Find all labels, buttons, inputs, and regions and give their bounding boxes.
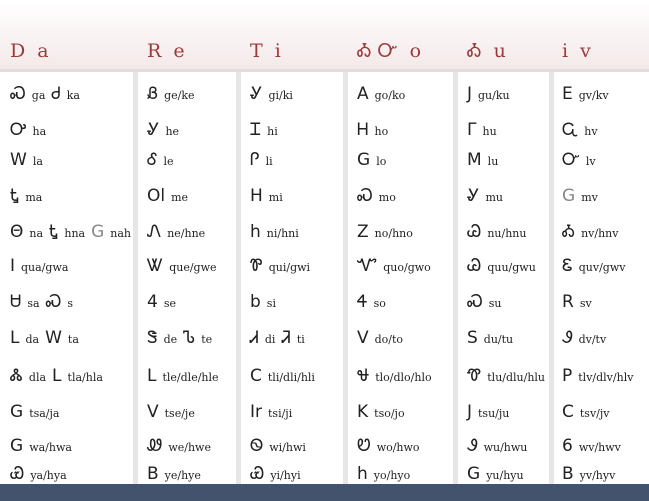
syllable-cell <box>147 366 219 386</box>
syllable-transliteration: ma <box>25 191 43 204</box>
syllable-cell <box>147 436 211 456</box>
syllable-transliteration: wi/hwi <box>269 441 306 454</box>
syllable-transliteration: ho <box>374 125 389 138</box>
syllable-transliteration: tsv/jv <box>579 407 610 420</box>
syllable-transliteration: dv/tv <box>578 333 607 346</box>
syllable-transliteration: hna <box>64 227 86 240</box>
syllable-cell <box>10 464 67 484</box>
syllable-glyph: H <box>250 186 263 206</box>
syllable-cell <box>357 256 431 276</box>
syllable-glyph: V <box>147 402 159 422</box>
syllable-glyph: Ꭳ <box>562 222 576 242</box>
syllable-transliteration: quu/gwu <box>487 261 536 274</box>
syllable-cell <box>10 402 60 422</box>
syllable-glyph: Ꮤ <box>147 256 164 276</box>
syllable-cell <box>250 328 305 348</box>
syllable-cell <box>562 366 633 386</box>
syllable-transliteration: si <box>266 297 276 310</box>
syllable-transliteration: te <box>201 333 213 346</box>
syllable-transliteration: gu/ku <box>478 89 510 102</box>
syllable-transliteration: wa/hwa <box>29 441 72 454</box>
syllable-glyph: Ꮰ <box>357 366 370 386</box>
syllable-glyph: Ꮝ <box>45 292 62 312</box>
syllable-cell <box>357 186 396 206</box>
syllable-transliteration: que/gwe <box>169 261 217 274</box>
syllable-cell <box>10 328 79 348</box>
syllable-transliteration: da <box>25 333 40 346</box>
syllable-glyph: Ꮍ <box>250 84 263 104</box>
syllable-cell <box>357 436 420 456</box>
syllable-transliteration: ne/hne <box>167 227 206 240</box>
syllable-glyph: K <box>357 402 369 422</box>
header-band <box>0 0 649 72</box>
syllable-transliteration: lv <box>585 155 596 168</box>
syllable-transliteration: tsa/ja <box>29 407 60 420</box>
syllable-glyph: Ꮺ <box>147 436 163 456</box>
syllable-glyph: Ꮑ <box>147 222 162 242</box>
syllable-transliteration: he <box>165 125 180 138</box>
syllable-cell <box>250 84 293 104</box>
syllable-transliteration: ga <box>31 89 46 102</box>
syllable-glyph: R <box>562 292 574 312</box>
syllable-cell <box>467 84 510 104</box>
syllable-transliteration: mo <box>378 191 396 204</box>
syllable-transliteration: ge/ke <box>164 89 195 102</box>
column-divider <box>236 72 241 484</box>
syllable-transliteration: ta <box>67 333 79 346</box>
syllable-cell <box>10 256 68 276</box>
syllable-glyph: Ꮱ <box>467 366 482 386</box>
syllable-transliteration: nu/hnu <box>487 227 527 240</box>
syllable-transliteration: du/tu <box>483 333 514 346</box>
syllable-transliteration: go/ko <box>374 89 406 102</box>
syllable-cell <box>467 328 513 348</box>
syllable-glyph: Ꮄ <box>147 150 158 170</box>
syllable-transliteration: gi/ki <box>268 89 293 102</box>
syllable-glyph: Ꮜ <box>10 292 22 312</box>
syllable-transliteration: wu/hwu <box>483 441 528 454</box>
syllable-cell <box>250 402 292 422</box>
syllable-transliteration: lu <box>487 155 499 168</box>
column-header-label: u <box>493 40 512 62</box>
syllable-transliteration: tsu/ju <box>478 407 510 420</box>
syllable-transliteration: se <box>163 297 176 310</box>
syllable-glyph: I <box>10 256 16 276</box>
syllable-transliteration: nv/hnv <box>581 227 619 240</box>
syllable-glyph: L <box>10 328 20 348</box>
syllable-glyph: Ꮋ <box>357 120 369 140</box>
column-header <box>147 40 191 62</box>
syllable-cell <box>357 402 405 422</box>
syllable-glyph: Ꮛ <box>562 256 573 276</box>
syllable-transliteration: wv/hwv <box>578 441 621 454</box>
syllable-cell <box>467 222 526 242</box>
column-header <box>250 40 287 62</box>
column-header <box>10 40 55 62</box>
syllable-glyph: S <box>467 328 478 348</box>
syllable-glyph: C <box>250 366 262 386</box>
syllable-transliteration: la <box>32 155 43 168</box>
syllable-glyph: L <box>52 366 62 386</box>
syllable-cell <box>357 292 386 312</box>
syllable-cell <box>357 328 403 348</box>
syllable-cell <box>10 222 131 242</box>
syllable-cell <box>562 222 618 242</box>
syllable-glyph: Z <box>357 222 369 242</box>
syllable-glyph: Ꮥ <box>147 328 158 348</box>
syllable-glyph: Ꮷ <box>51 84 61 104</box>
syllable-transliteration: gv/kv <box>578 89 609 102</box>
syllable-transliteration: yu/hyu <box>486 469 524 482</box>
syllable-transliteration: lo <box>376 155 387 168</box>
syllable-cell <box>562 436 621 456</box>
syllable-cell <box>250 120 278 140</box>
syllable-transliteration: ye/hye <box>164 469 201 482</box>
syllable-cell <box>10 120 46 140</box>
syllable-transliteration: mv <box>581 191 598 204</box>
syllable-transliteration: nah <box>110 227 132 240</box>
syllable-transliteration: na <box>29 227 44 240</box>
syllable-glyph: Ꮽ <box>467 436 478 456</box>
syllable-cell <box>467 150 498 170</box>
syllable-cell <box>10 436 72 456</box>
syllable-cell <box>147 402 195 422</box>
syllable-glyph: Ꮘ <box>250 256 263 276</box>
syllable-transliteration: tli/dli/hli <box>267 371 315 384</box>
syllable-cell <box>562 328 606 348</box>
column-header-label: v <box>580 40 597 62</box>
syllable-cell <box>562 120 598 140</box>
column-header-label: e <box>173 40 191 62</box>
syllable-transliteration: tlu/dlu/hlu <box>487 371 546 384</box>
syllable-glyph: Ꮅ <box>250 150 260 170</box>
syllable-transliteration: qui/gwi <box>268 261 311 274</box>
syllable-transliteration: de <box>163 333 178 346</box>
syllable-glyph: Ꮝ <box>10 84 26 104</box>
syllable-transliteration: ya/hya <box>30 469 67 482</box>
syllable-cell <box>147 256 217 276</box>
syllable-glyph: P <box>562 366 573 386</box>
syllable-glyph: Ꮖ <box>250 120 262 140</box>
syllable-cell <box>147 150 174 170</box>
column-header-label: a <box>37 40 55 62</box>
column-header-symbol: R <box>147 40 168 62</box>
column-header-label: o <box>409 40 428 62</box>
syllable-glyph: M <box>467 150 482 170</box>
syllable-cell <box>10 292 73 312</box>
syllable-transliteration: so <box>373 297 386 310</box>
syllable-transliteration: ni/hni <box>266 227 299 240</box>
syllable-transliteration: me <box>171 191 189 204</box>
syllable-transliteration: ha <box>32 125 47 138</box>
syllable-transliteration: di <box>264 333 276 346</box>
syllable-cell <box>147 328 212 348</box>
syllable-transliteration: yo/hyo <box>373 469 411 482</box>
syllable-glyph: G <box>357 150 371 170</box>
syllable-cell <box>467 186 503 206</box>
syllable-cell <box>357 464 410 484</box>
syllable-transliteration: yv/hyv <box>579 469 616 482</box>
syllable-glyph: A <box>357 84 369 104</box>
column-divider <box>549 72 554 484</box>
syllable-glyph: Ꮻ <box>250 436 264 456</box>
column-header-label: i <box>274 40 287 62</box>
syllable-cell <box>357 150 386 170</box>
column-header <box>357 40 427 62</box>
syllable-glyph: J <box>467 84 473 104</box>
syllable-cell <box>467 402 509 422</box>
column-header-symbol: Ꭳ <box>467 40 488 62</box>
column-divider <box>133 72 138 484</box>
syllable-transliteration: qua/gwa <box>21 261 69 274</box>
syllable-cell <box>562 84 609 104</box>
syllable-glyph: Ᏸ <box>147 84 159 104</box>
syllable-cell <box>147 464 201 484</box>
syllable-glyph: Ꮍ <box>467 186 480 206</box>
syllable-transliteration: tse/je <box>164 407 195 420</box>
syllable-glyph: b <box>250 292 261 312</box>
syllable-transliteration: tle/dle/hle <box>162 371 219 384</box>
column-header <box>467 40 512 62</box>
syllable-glyph: Ir <box>250 402 263 422</box>
syllable-transliteration: dla <box>28 371 47 384</box>
syllable-transliteration: su <box>488 297 502 310</box>
syllable-transliteration: hi <box>267 125 278 138</box>
syllable-transliteration: tla/hla <box>67 371 103 384</box>
syllable-glyph: W <box>10 150 27 170</box>
syllable-glyph: Ꮏ <box>10 186 20 206</box>
syllable-cell <box>10 84 80 104</box>
syllable-glyph: Ꮹ <box>562 120 579 140</box>
syllable-cell <box>562 402 610 422</box>
syllable-glyph: Ꭴ <box>10 120 27 140</box>
syllable-transliteration: no/hno <box>374 227 413 240</box>
syllable-glyph: Γ <box>467 120 477 140</box>
syllable-cell <box>147 186 188 206</box>
syllable-glyph: G <box>91 222 105 242</box>
syllable-glyph: G <box>10 402 24 422</box>
syllable-glyph: Ꮙ <box>357 256 378 276</box>
syllable-cell <box>250 256 310 276</box>
syllable-cell <box>250 436 306 456</box>
column-header-symbol: ᎣᏅ <box>357 40 404 62</box>
syllable-cell <box>467 292 502 312</box>
syllable-glyph: L <box>147 366 157 386</box>
syllable-cell <box>562 150 596 170</box>
syllable-cell <box>467 256 536 276</box>
syllable-transliteration: ka <box>66 89 80 102</box>
syllable-glyph: Ꮏ <box>49 222 59 242</box>
syllable-glyph: Ꮝ <box>357 186 373 206</box>
syllable-transliteration: quv/gwv <box>578 261 626 274</box>
syllable-transliteration: do/to <box>374 333 404 346</box>
syllable-cell <box>467 120 497 140</box>
syllable-cell <box>562 464 615 484</box>
syllable-glyph: W <box>45 328 62 348</box>
syllable-cell <box>147 120 179 140</box>
syllable-glyph: Ꮍ <box>147 120 160 140</box>
syllable-transliteration: tlv/dlv/hlv <box>578 371 634 384</box>
syllable-transliteration: hu <box>482 125 497 138</box>
syllable-transliteration: mi <box>268 191 283 204</box>
syllable-cell <box>250 186 283 206</box>
syllable-transliteration: we/hwe <box>168 441 211 454</box>
syllable-cell <box>10 366 103 386</box>
syllable-glyph: 4 <box>147 292 158 312</box>
syllable-cell <box>250 464 301 484</box>
syllable-glyph: Ꮽ <box>562 328 573 348</box>
syllable-cell <box>357 222 413 242</box>
syllable-glyph: B <box>562 464 574 484</box>
syllable-glyph: Ꮚ <box>467 256 482 276</box>
syllable-glyph: h <box>250 222 261 242</box>
syllable-glyph: Θ <box>10 222 24 242</box>
syllable-glyph: Ꮨ <box>281 328 291 348</box>
syllable-cell <box>147 84 195 104</box>
syllable-transliteration: mu <box>485 191 503 204</box>
syllable-transliteration: quo/gwo <box>383 261 431 274</box>
syllable-cell <box>250 222 299 242</box>
syllable-cell <box>467 464 524 484</box>
syllable-transliteration: sv <box>579 297 592 310</box>
syllable-transliteration: tso/jo <box>374 407 405 420</box>
syllable-cell <box>357 84 405 104</box>
syllable-transliteration: s <box>67 297 73 310</box>
syllable-glyph: 6 <box>562 436 573 456</box>
syllable-glyph: Ꮧ <box>250 328 259 348</box>
syllable-glyph: Ꮼ <box>357 436 371 456</box>
column-header-symbol: i <box>562 40 575 62</box>
syllable-glyph: B <box>147 464 159 484</box>
syllable-glyph: Ꮿ <box>10 464 25 484</box>
syllable-glyph: G <box>10 436 24 456</box>
syllable-glyph: G <box>562 186 576 206</box>
syllable-glyph: h <box>357 464 368 484</box>
syllable-glyph: Ꮕ <box>562 150 580 170</box>
syllable-glyph: Ꮬ <box>10 366 23 386</box>
syllable-transliteration: le <box>163 155 174 168</box>
syllable-cell <box>562 256 625 276</box>
column-header-symbol: T <box>250 40 269 62</box>
syllable-transliteration: wo/hwo <box>376 441 420 454</box>
syllable-cell <box>147 292 176 312</box>
syllable-transliteration: yi/hyi <box>270 469 301 482</box>
syllable-glyph: Ol <box>147 186 166 206</box>
syllable-glyph: Ꮿ <box>250 464 265 484</box>
syllable-glyph: C <box>562 402 574 422</box>
syllable-cell <box>147 222 205 242</box>
syllable-glyph: J <box>467 402 473 422</box>
column-header-symbol: D <box>10 40 32 62</box>
syllable-cell <box>250 292 276 312</box>
syllable-glyph: G <box>467 464 481 484</box>
syllable-cell <box>357 366 432 386</box>
syllable-cell <box>562 186 598 206</box>
syllable-glyph: E <box>562 84 573 104</box>
syllable-glyph: Ꮞ <box>357 292 368 312</box>
syllable-cell <box>467 366 545 386</box>
syllable-transliteration: tlo/dlo/hlo <box>375 371 432 384</box>
syllable-transliteration: sa <box>27 297 40 310</box>
syllable-cell <box>10 150 43 170</box>
syllable-cell <box>250 366 315 386</box>
syllable-cell <box>357 120 388 140</box>
column-divider <box>453 72 458 484</box>
syllable-transliteration: tsi/ji <box>268 407 293 420</box>
syllable-cell <box>250 150 273 170</box>
syllable-glyph: Ꮚ <box>467 222 482 242</box>
syllable-glyph: Ꮦ <box>183 328 196 348</box>
syllable-transliteration: li <box>265 155 273 168</box>
syllable-cell <box>562 292 592 312</box>
footer-band <box>0 484 649 501</box>
syllable-cell <box>10 186 42 206</box>
syllable-glyph: Ꮝ <box>467 292 483 312</box>
syllable-cell <box>467 436 527 456</box>
column-divider <box>343 72 348 484</box>
syllable-glyph: V <box>357 328 369 348</box>
syllable-transliteration: hv <box>584 125 598 138</box>
column-header <box>562 40 597 62</box>
syllable-transliteration: ti <box>296 333 305 346</box>
